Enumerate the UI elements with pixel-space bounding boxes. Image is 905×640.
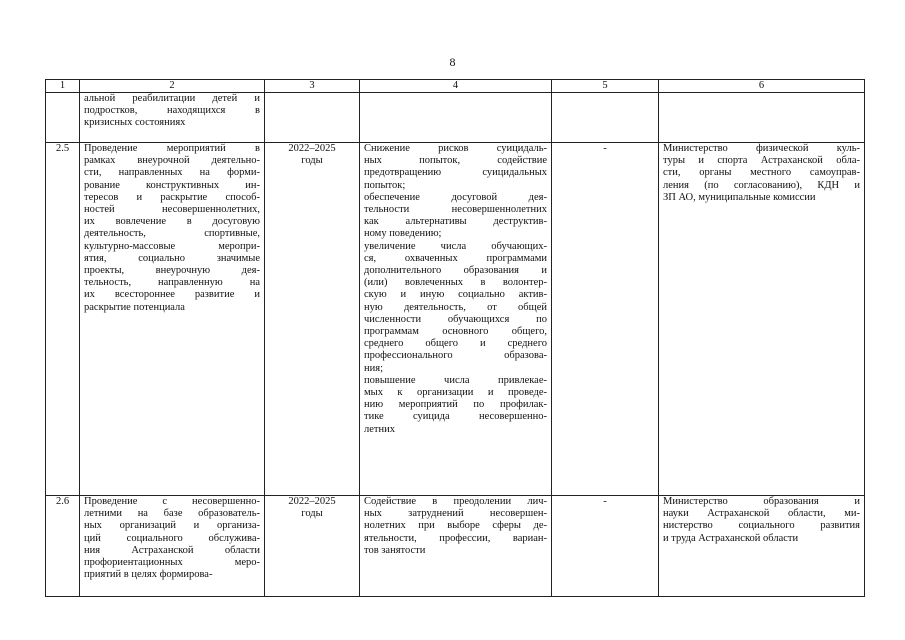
column-number: 5 xyxy=(552,80,659,93)
results-cell xyxy=(360,143,552,496)
cell-text-line: рование конструктивных ин- xyxy=(84,179,260,191)
column-number: 2 xyxy=(80,80,265,93)
cell-text-line: Проведение с несовершенно- xyxy=(84,496,260,507)
cell-text-line: ных попыток, содействие xyxy=(364,155,547,167)
executors-cell xyxy=(659,143,865,496)
column-number: 3 xyxy=(265,80,360,93)
measures-table xyxy=(45,79,865,597)
row-number: 2.5 xyxy=(46,143,80,496)
results-cell xyxy=(360,496,552,597)
cell-text-line: годы xyxy=(301,155,323,167)
cell-text-line: тельности несовершеннолетних xyxy=(364,204,547,216)
cell-text-line: науки Астраханской области, ми- xyxy=(663,508,860,520)
cell-text-line: туры и спорта Астраханской обла- xyxy=(663,155,860,167)
column-number: 1 xyxy=(46,80,80,93)
cell-text-line: деятельность, спортивные, xyxy=(84,228,260,240)
cell-text-line: ления (по согласованию), КДН и xyxy=(663,179,860,191)
cell-text-line: 2022–2025 xyxy=(288,496,336,507)
column-number: 6 xyxy=(659,80,865,93)
cell-text-line: дополнительного образования и xyxy=(364,265,547,277)
cell-text-line: альной реабилитации детей и xyxy=(84,93,260,104)
cell-text-line: ятия, социально значимые xyxy=(84,252,260,264)
cell-text-line: предотвращению суицидальных xyxy=(364,167,547,179)
executors-cell xyxy=(659,496,865,597)
cell-text-line: (или) вовлеченных в волонтер- xyxy=(364,277,547,289)
funding-cell: - xyxy=(552,496,659,597)
cell-text-line: профессионального образова- xyxy=(364,350,547,362)
executors-cell xyxy=(659,93,865,143)
cell-text-line: ных затруднений несовершен- xyxy=(364,508,547,520)
cell-text-line: и труда Астраханской области xyxy=(663,532,799,544)
cell-text-line: попыток; xyxy=(364,179,406,191)
cell-text-line: повышение числа привлекае- xyxy=(364,374,547,386)
cell-text-line: рамках внеурочной деятельно- xyxy=(84,155,260,167)
cell-text-line: увеличение числа обучающих- xyxy=(364,240,547,252)
cell-text-line: Содействие в преодолении лич- xyxy=(364,496,547,507)
cell-text-line: нию мероприятий по профилак- xyxy=(364,399,547,411)
cell-text-line: обеспечение досуговой дея- xyxy=(364,191,547,203)
cell-text-line: тельность, направленную на xyxy=(84,277,260,289)
cell-text-line: Министерство образования и xyxy=(663,496,860,507)
cell-text-line: их всестороннее развитие и xyxy=(84,289,260,301)
cell-text-line: летними на базе образователь- xyxy=(84,508,260,520)
cell-text-line: годы xyxy=(301,508,323,520)
funding-cell: - xyxy=(552,143,659,496)
cell-text-line: мых к организации и проведе- xyxy=(364,387,547,399)
cell-text-line: ния Астраханской области xyxy=(84,544,260,556)
cell-text-line: тов занятости xyxy=(364,544,426,556)
cell-text-line: летних xyxy=(364,423,395,435)
cell-text-line: ному поведению; xyxy=(364,228,442,240)
cell-text-line: программам основного общего, xyxy=(364,326,547,338)
results-cell xyxy=(360,93,552,143)
cell-text-line: культурно-массовые меропри- xyxy=(84,240,260,252)
cell-text-line: среднего общего и среднего xyxy=(364,338,547,350)
cell-text-line: Снижение рисков суицидаль- xyxy=(364,143,547,154)
table-row xyxy=(46,93,865,143)
table-row xyxy=(46,143,865,496)
cell-text-line: проекты, внеурочную дея- xyxy=(84,265,260,277)
cell-text-line: Министерство физической куль- xyxy=(663,143,860,154)
cell-text-line: ся, охваченных программами xyxy=(364,252,547,264)
funding-cell xyxy=(552,93,659,143)
cell-text-line: ЗП АО, муниципальные комиссии xyxy=(663,191,816,203)
cell-text-line: 2022–2025 xyxy=(288,143,336,154)
years-cell xyxy=(265,496,360,597)
table-row xyxy=(46,496,865,597)
cell-text-line: ных организаций и организа- xyxy=(84,520,260,532)
cell-text-line: численности обучающихся по xyxy=(364,313,547,325)
cell-text-line: нолетних при выборе сферы де- xyxy=(364,520,547,532)
cell-text-line: нистерство социального развития xyxy=(663,520,860,532)
event-cell xyxy=(80,496,265,597)
cell-text-line: приятий в целях формирова- xyxy=(84,569,213,581)
cell-text-line: скую и иную социально актив- xyxy=(364,289,547,301)
cell-text-line: ную деятельность, от общей xyxy=(364,301,547,313)
column-number: 4 xyxy=(360,80,552,93)
years-cell xyxy=(265,143,360,496)
event-cell xyxy=(80,93,265,143)
cell-text-line: ций социального обслужива- xyxy=(84,532,260,544)
row-number: 2.6 xyxy=(46,496,80,597)
row-number xyxy=(46,93,80,143)
cell-text-line: раскрытие потенциала xyxy=(84,301,185,313)
page-number: 8 xyxy=(449,55,456,69)
cell-text-line: подростков, находящихся в xyxy=(84,105,260,117)
cell-text-line: сти, органы местного самоуправ- xyxy=(663,167,860,179)
cell-text-line: Проведение мероприятий в xyxy=(84,143,260,154)
cell-text-line: как альтернативы деструктив- xyxy=(364,216,547,228)
cell-text-line: тике суицида несовершенно- xyxy=(364,411,547,423)
cell-text-line: ятельности, профессии, вариан- xyxy=(364,532,547,544)
cell-text-line: ния; xyxy=(364,362,383,374)
years-cell xyxy=(265,93,360,143)
cell-text-line: профориентационных меро- xyxy=(84,557,260,569)
cell-text-line: тересов и раскрытие способ- xyxy=(84,191,260,203)
event-cell xyxy=(80,143,265,496)
cell-text-line: сти, направленных на форми- xyxy=(84,167,260,179)
column-number-row xyxy=(46,80,865,93)
cell-text-line: ностей несовершеннолетних, xyxy=(84,204,260,216)
cell-text-line: их вовлечение в досуговую xyxy=(84,216,260,228)
cell-text-line: кризисных состояниях xyxy=(84,117,186,129)
